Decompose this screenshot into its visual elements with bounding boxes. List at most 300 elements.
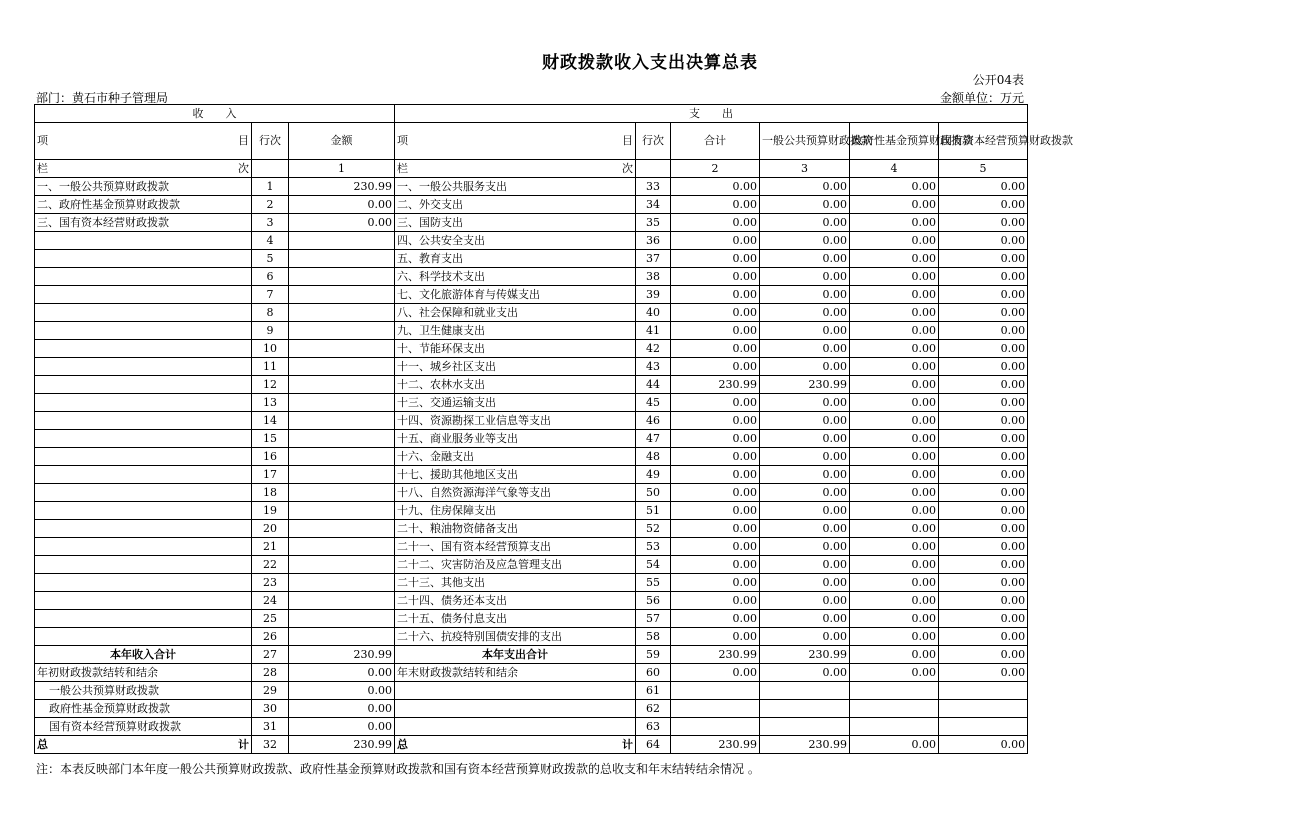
expense-gov-fund: 0.00 <box>850 286 939 304</box>
expense-gov-fund: 0.00 <box>850 196 939 214</box>
income-amount <box>289 430 395 448</box>
income-item <box>35 538 252 556</box>
income-row-number: 30 <box>252 700 289 718</box>
income-item: 年初财政拨款结转和结余 <box>35 664 252 682</box>
income-row-number: 19 <box>252 502 289 520</box>
table-row <box>35 196 1028 214</box>
expense-item-header: 项 目 <box>395 123 636 160</box>
expense-row-number: 35 <box>636 214 671 232</box>
expense-gov-fund <box>850 700 939 718</box>
expense-row-number: 48 <box>636 448 671 466</box>
expense-gov-fund: 0.00 <box>850 538 939 556</box>
income-row-number: 31 <box>252 718 289 736</box>
expense-general-budget: 0.00 <box>760 322 850 340</box>
income-row-number: 24 <box>252 592 289 610</box>
expense-state-capital: 0.00 <box>939 466 1028 484</box>
expense-row-number: 58 <box>636 628 671 646</box>
expense-gov-fund: 0.00 <box>850 376 939 394</box>
income-row-number: 28 <box>252 664 289 682</box>
income-row-number: 29 <box>252 682 289 700</box>
expense-gov-fund: 0.00 <box>850 628 939 646</box>
expense-item <box>395 682 636 700</box>
expense-general-budget: 0.00 <box>760 610 850 628</box>
income-row-number: 14 <box>252 412 289 430</box>
expense-state-capital <box>939 718 1028 736</box>
unit-label: 金额单位：万元 <box>939 91 1024 105</box>
expense-total: 0.00 <box>671 664 760 682</box>
expense-state-capital: 0.00 <box>939 610 1028 628</box>
expense-item: 二十、粮油物资储备支出 <box>395 520 636 538</box>
expense-gov-fund: 0.00 <box>850 214 939 232</box>
expense-gov-fund <box>850 682 939 700</box>
income-row-number: 21 <box>252 538 289 556</box>
expense-total: 0.00 <box>671 574 760 592</box>
expense-general-budget: 230.99 <box>760 646 850 664</box>
income-item <box>35 430 252 448</box>
expense-state-capital: 0.00 <box>939 574 1028 592</box>
expense-row-number: 64 <box>636 736 671 754</box>
income-amount: 0.00 <box>289 196 395 214</box>
income-row-number: 6 <box>252 268 289 286</box>
table-row <box>35 286 1028 304</box>
expense-total: 0.00 <box>671 304 760 322</box>
expense-general-budget <box>760 700 850 718</box>
expense-general-budget: 0.00 <box>760 628 850 646</box>
expense-total: 0.00 <box>671 628 760 646</box>
income-row-number: 27 <box>252 646 289 664</box>
expense-row-number: 41 <box>636 322 671 340</box>
income-amount <box>289 556 395 574</box>
expense-row-number: 50 <box>636 484 671 502</box>
income-amount <box>289 538 395 556</box>
expense-gov-fund: 0.00 <box>850 412 939 430</box>
expense-total: 0.00 <box>671 484 760 502</box>
expense-total: 0.00 <box>671 466 760 484</box>
expense-gov-fund: 0.00 <box>850 448 939 466</box>
table-row <box>35 556 1028 574</box>
expense-general-budget <box>760 682 850 700</box>
table-row <box>35 178 1028 196</box>
grand-total-row <box>35 736 1028 754</box>
expense-general-budget: 0.00 <box>760 268 850 286</box>
expense-general-budget: 0.00 <box>760 196 850 214</box>
table-row <box>35 214 1028 232</box>
expense-row-number: 62 <box>636 700 671 718</box>
income-amount <box>289 484 395 502</box>
expense-general-budget: 0.00 <box>760 466 850 484</box>
expense-total: 0.00 <box>671 214 760 232</box>
expense-row-number: 51 <box>636 502 671 520</box>
expense-gov-fund: 0.00 <box>850 340 939 358</box>
expense-gov-fund: 0.00 <box>850 502 939 520</box>
expense-row-number: 44 <box>636 376 671 394</box>
expense-row-number: 60 <box>636 664 671 682</box>
expense-total: 0.00 <box>671 502 760 520</box>
income-amount <box>289 574 395 592</box>
expense-item: 九、卫生健康支出 <box>395 322 636 340</box>
table-row <box>35 376 1028 394</box>
expense-general-budget: 0.00 <box>760 484 850 502</box>
income-item <box>35 520 252 538</box>
expense-total: 230.99 <box>671 376 760 394</box>
expense-item: 一、一般公共服务支出 <box>395 178 636 196</box>
expense-state-capital: 0.00 <box>939 394 1028 412</box>
table-row <box>35 664 1028 682</box>
income-item: 一、一般公共预算财政拨款 <box>35 178 252 196</box>
expense-rowno-header: 行次 <box>636 123 671 160</box>
expense-row-number: 63 <box>636 718 671 736</box>
expense-item: 十四、资源勘探工业信息等支出 <box>395 412 636 430</box>
expense-state-capital: 0.00 <box>939 502 1028 520</box>
expense-item: 十七、援助其他地区支出 <box>395 466 636 484</box>
expense-row-number: 37 <box>636 250 671 268</box>
expense-gov-fund: 0.00 <box>850 592 939 610</box>
income-item <box>35 250 252 268</box>
expense-gov-fund: 0.00 <box>850 664 939 682</box>
income-row-number: 16 <box>252 448 289 466</box>
table-row <box>35 538 1028 556</box>
expense-item <box>395 700 636 718</box>
table-row <box>35 394 1028 412</box>
expense-total <box>671 700 760 718</box>
expense-item: 二、外交支出 <box>395 196 636 214</box>
income-row-number: 7 <box>252 286 289 304</box>
income-row-number: 5 <box>252 250 289 268</box>
expense-gov-fund: 0.00 <box>850 394 939 412</box>
expense-state-capital: 0.00 <box>939 250 1028 268</box>
expense-item: 本年支出合计 <box>395 646 636 664</box>
income-item-header: 项 目 <box>35 123 252 160</box>
income-row-number: 26 <box>252 628 289 646</box>
table-row <box>35 232 1028 250</box>
income-amount: 230.99 <box>289 178 395 196</box>
expense-row-number: 33 <box>636 178 671 196</box>
expense-general-budget: 0.00 <box>760 664 850 682</box>
expense-row-number: 59 <box>636 646 671 664</box>
expense-item: 五、教育支出 <box>395 250 636 268</box>
expense-state-capital: 0.00 <box>939 484 1028 502</box>
income-row-number: 25 <box>252 610 289 628</box>
income-row-number: 10 <box>252 340 289 358</box>
income-item <box>35 322 252 340</box>
income-item: 国有资本经营预算财政拨款 <box>35 718 252 736</box>
expense-item: 十六、金融支出 <box>395 448 636 466</box>
income-item <box>35 358 252 376</box>
income-item <box>35 466 252 484</box>
income-item <box>35 502 252 520</box>
income-amount <box>289 394 395 412</box>
expense-gov-fund: 0.00 <box>850 322 939 340</box>
income-item: 二、政府性基金预算财政拨款 <box>35 196 252 214</box>
table-row <box>35 682 1028 700</box>
income-row-number: 2 <box>252 196 289 214</box>
income-item <box>35 304 252 322</box>
table-row <box>35 502 1028 520</box>
form-code: 公开04表 <box>972 73 1024 87</box>
income-amount <box>289 448 395 466</box>
income-amount <box>289 376 395 394</box>
expense-row-number: 38 <box>636 268 671 286</box>
table-row <box>35 646 1028 664</box>
expense-state-capital: 0.00 <box>939 358 1028 376</box>
expense-row-number: 61 <box>636 682 671 700</box>
income-item: 本年收入合计 <box>35 646 252 664</box>
expense-state-capital: 0.00 <box>939 304 1028 322</box>
expense-total: 0.00 <box>671 196 760 214</box>
expense-general-budget: 0.00 <box>760 250 850 268</box>
expense-gov-fund <box>850 718 939 736</box>
income-row-number: 13 <box>252 394 289 412</box>
expense-general-budget: 0.00 <box>760 502 850 520</box>
income-row-number: 12 <box>252 376 289 394</box>
income-amount <box>289 520 395 538</box>
expense-item: 年末财政拨款结转和结余 <box>395 664 636 682</box>
income-amount <box>289 412 395 430</box>
expense-row-number: 54 <box>636 556 671 574</box>
income-row-number: 23 <box>252 574 289 592</box>
expense-state-capital: 0.00 <box>939 664 1028 682</box>
expense-total: 0.00 <box>671 556 760 574</box>
page-title: 财政拨款收入支出决算总表 <box>542 53 758 73</box>
expense-item: 十二、农林水支出 <box>395 376 636 394</box>
expense-row-number: 40 <box>636 304 671 322</box>
department-label: 部门：黄石市种子管理局 <box>36 91 169 105</box>
income-row-number: 22 <box>252 556 289 574</box>
table-row <box>35 610 1028 628</box>
expense-row-number: 39 <box>636 286 671 304</box>
expense-general-budget: 0.00 <box>760 520 850 538</box>
table-row <box>35 448 1028 466</box>
expense-gov-fund: 0.00 <box>850 520 939 538</box>
gov-fund-header: 政府性基金预算财政拨款 <box>850 123 939 160</box>
expense-item: 六、科学技术支出 <box>395 268 636 286</box>
income-row-number: 11 <box>252 358 289 376</box>
income-row-number: 18 <box>252 484 289 502</box>
general-budget-header: 一般公共预算财政拨款 <box>760 123 850 160</box>
expense-row-number: 49 <box>636 466 671 484</box>
income-amount <box>289 502 395 520</box>
expense-row-number: 42 <box>636 340 671 358</box>
income-amount: 0.00 <box>289 718 395 736</box>
table-row <box>35 430 1028 448</box>
expense-total: 0.00 <box>671 394 760 412</box>
income-amount: 0.00 <box>289 664 395 682</box>
expense-gov-fund: 0.00 <box>850 268 939 286</box>
expense-row-number: 53 <box>636 538 671 556</box>
income-item <box>35 574 252 592</box>
expense-item: 二十一、国有资本经营预算支出 <box>395 538 636 556</box>
expense-gov-fund: 0.00 <box>850 574 939 592</box>
income-item <box>35 340 252 358</box>
expense-total: 0.00 <box>671 592 760 610</box>
income-row-number: 9 <box>252 322 289 340</box>
expense-total: 0.00 <box>671 610 760 628</box>
expense-general-budget: 0.00 <box>760 214 850 232</box>
income-item <box>35 448 252 466</box>
expense-state-capital: 0.00 <box>939 520 1028 538</box>
income-item <box>35 592 252 610</box>
income-amount: 230.99 <box>289 646 395 664</box>
expense-item: 四、公共安全支出 <box>395 232 636 250</box>
income-amount <box>289 286 395 304</box>
expense-state-capital: 0.00 <box>939 736 1028 754</box>
expense-gov-fund: 0.00 <box>850 232 939 250</box>
expense-gov-fund: 0.00 <box>850 556 939 574</box>
income-item <box>35 232 252 250</box>
expense-state-capital: 0.00 <box>939 628 1028 646</box>
table-row <box>35 574 1028 592</box>
table-row <box>35 322 1028 340</box>
income-item: 三、国有资本经营财政拨款 <box>35 214 252 232</box>
income-amount: 0.00 <box>289 214 395 232</box>
expense-general-budget: 0.00 <box>760 394 850 412</box>
expense-item: 二十二、灾害防治及应急管理支出 <box>395 556 636 574</box>
expense-item: 十八、自然资源海洋气象等支出 <box>395 484 636 502</box>
income-amount-header: 金额 <box>289 123 395 160</box>
table-row <box>35 466 1028 484</box>
income-item <box>35 268 252 286</box>
expense-total: 0.00 <box>671 520 760 538</box>
income-item <box>35 556 252 574</box>
expense-gov-fund: 0.00 <box>850 358 939 376</box>
expense-total <box>671 718 760 736</box>
expense-row-number: 34 <box>636 196 671 214</box>
expense-total: 0.00 <box>671 538 760 556</box>
expense-total: 0.00 <box>671 448 760 466</box>
expense-general-budget: 0.00 <box>760 178 850 196</box>
expense-row-number: 36 <box>636 232 671 250</box>
expense-total: 0.00 <box>671 430 760 448</box>
income-row-number: 32 <box>252 736 289 754</box>
income-row-number: 20 <box>252 520 289 538</box>
expense-state-capital: 0.00 <box>939 538 1028 556</box>
table-row <box>35 268 1028 286</box>
expense-total: 0.00 <box>671 322 760 340</box>
expense-item: 二十四、债务还本支出 <box>395 592 636 610</box>
expense-general-budget: 0.00 <box>760 340 850 358</box>
income-amount <box>289 268 395 286</box>
expense-row-number: 52 <box>636 520 671 538</box>
income-section-header: 收 入 <box>35 105 395 123</box>
expense-gov-fund: 0.00 <box>850 736 939 754</box>
income-amount <box>289 466 395 484</box>
income-item: 一般公共预算财政拨款 <box>35 682 252 700</box>
income-row-number: 8 <box>252 304 289 322</box>
expense-total: 230.99 <box>671 736 760 754</box>
expense-gov-fund: 0.00 <box>850 250 939 268</box>
expense-total: 0.00 <box>671 358 760 376</box>
table-row <box>35 700 1028 718</box>
income-amount <box>289 322 395 340</box>
expense-state-capital <box>939 682 1028 700</box>
expense-row-number: 57 <box>636 610 671 628</box>
expense-total: 0.00 <box>671 178 760 196</box>
expense-gov-fund: 0.00 <box>850 178 939 196</box>
income-amount <box>289 304 395 322</box>
income-item <box>35 286 252 304</box>
expense-gov-fund: 0.00 <box>850 466 939 484</box>
expense-general-budget: 0.00 <box>760 286 850 304</box>
income-item <box>35 394 252 412</box>
expense-state-capital: 0.00 <box>939 214 1028 232</box>
expense-state-capital: 0.00 <box>939 412 1028 430</box>
expense-item: 十五、商业服务业等支出 <box>395 430 636 448</box>
expense-general-budget: 0.00 <box>760 556 850 574</box>
expense-row-number: 43 <box>636 358 671 376</box>
expense-total: 0.00 <box>671 412 760 430</box>
expense-total: 0.00 <box>671 268 760 286</box>
expense-general-budget: 230.99 <box>760 736 850 754</box>
income-amount <box>289 340 395 358</box>
expense-total: 230.99 <box>671 646 760 664</box>
column-index-row: 栏 次 1 栏 次 2 3 4 5 <box>35 160 1028 178</box>
expense-general-budget: 230.99 <box>760 376 850 394</box>
table-row <box>35 412 1028 430</box>
expense-state-capital: 0.00 <box>939 196 1028 214</box>
expense-general-budget <box>760 718 850 736</box>
expense-gov-fund: 0.00 <box>850 484 939 502</box>
table-row <box>35 340 1028 358</box>
expense-total: 0.00 <box>671 250 760 268</box>
expense-state-capital: 0.00 <box>939 232 1028 250</box>
table-row <box>35 718 1028 736</box>
expense-general-budget: 0.00 <box>760 232 850 250</box>
expense-row-number: 46 <box>636 412 671 430</box>
expense-state-capital: 0.00 <box>939 376 1028 394</box>
income-row-number: 4 <box>252 232 289 250</box>
income-row-number: 3 <box>252 214 289 232</box>
expense-item <box>395 718 636 736</box>
expense-row-number: 47 <box>636 430 671 448</box>
expense-item: 八、社会保障和就业支出 <box>395 304 636 322</box>
table-row <box>35 592 1028 610</box>
total-header: 合计 <box>671 123 760 160</box>
expense-total: 0.00 <box>671 286 760 304</box>
expense-general-budget: 0.00 <box>760 592 850 610</box>
expense-gov-fund: 0.00 <box>850 646 939 664</box>
income-item: 政府性基金预算财政拨款 <box>35 700 252 718</box>
expense-gov-fund: 0.00 <box>850 304 939 322</box>
income-row-number: 1 <box>252 178 289 196</box>
table-row <box>35 484 1028 502</box>
income-row-number: 15 <box>252 430 289 448</box>
income-item <box>35 412 252 430</box>
income-grand-total-amount: 230.99 <box>289 736 395 754</box>
expense-state-capital <box>939 700 1028 718</box>
income-amount <box>289 610 395 628</box>
income-item <box>35 610 252 628</box>
expense-general-budget: 0.00 <box>760 430 850 448</box>
expense-gov-fund: 0.00 <box>850 610 939 628</box>
expense-total <box>671 682 760 700</box>
income-grand-total-label: 总 计 <box>35 736 252 754</box>
income-amount <box>289 592 395 610</box>
income-item <box>35 628 252 646</box>
expense-state-capital: 0.00 <box>939 178 1028 196</box>
expense-general-budget: 0.00 <box>760 448 850 466</box>
expense-item: 十、节能环保支出 <box>395 340 636 358</box>
expense-total: 0.00 <box>671 232 760 250</box>
expense-grand-total-label: 总 计 <box>395 736 636 754</box>
table-row <box>35 520 1028 538</box>
expense-item: 七、文化旅游体育与传媒支出 <box>395 286 636 304</box>
expense-state-capital: 0.00 <box>939 592 1028 610</box>
income-amount <box>289 250 395 268</box>
state-capital-header: 国有资本经营预算财政拨款 <box>939 123 1028 160</box>
expense-item: 十九、住房保障支出 <box>395 502 636 520</box>
expense-row-number: 56 <box>636 592 671 610</box>
table-row <box>35 250 1028 268</box>
